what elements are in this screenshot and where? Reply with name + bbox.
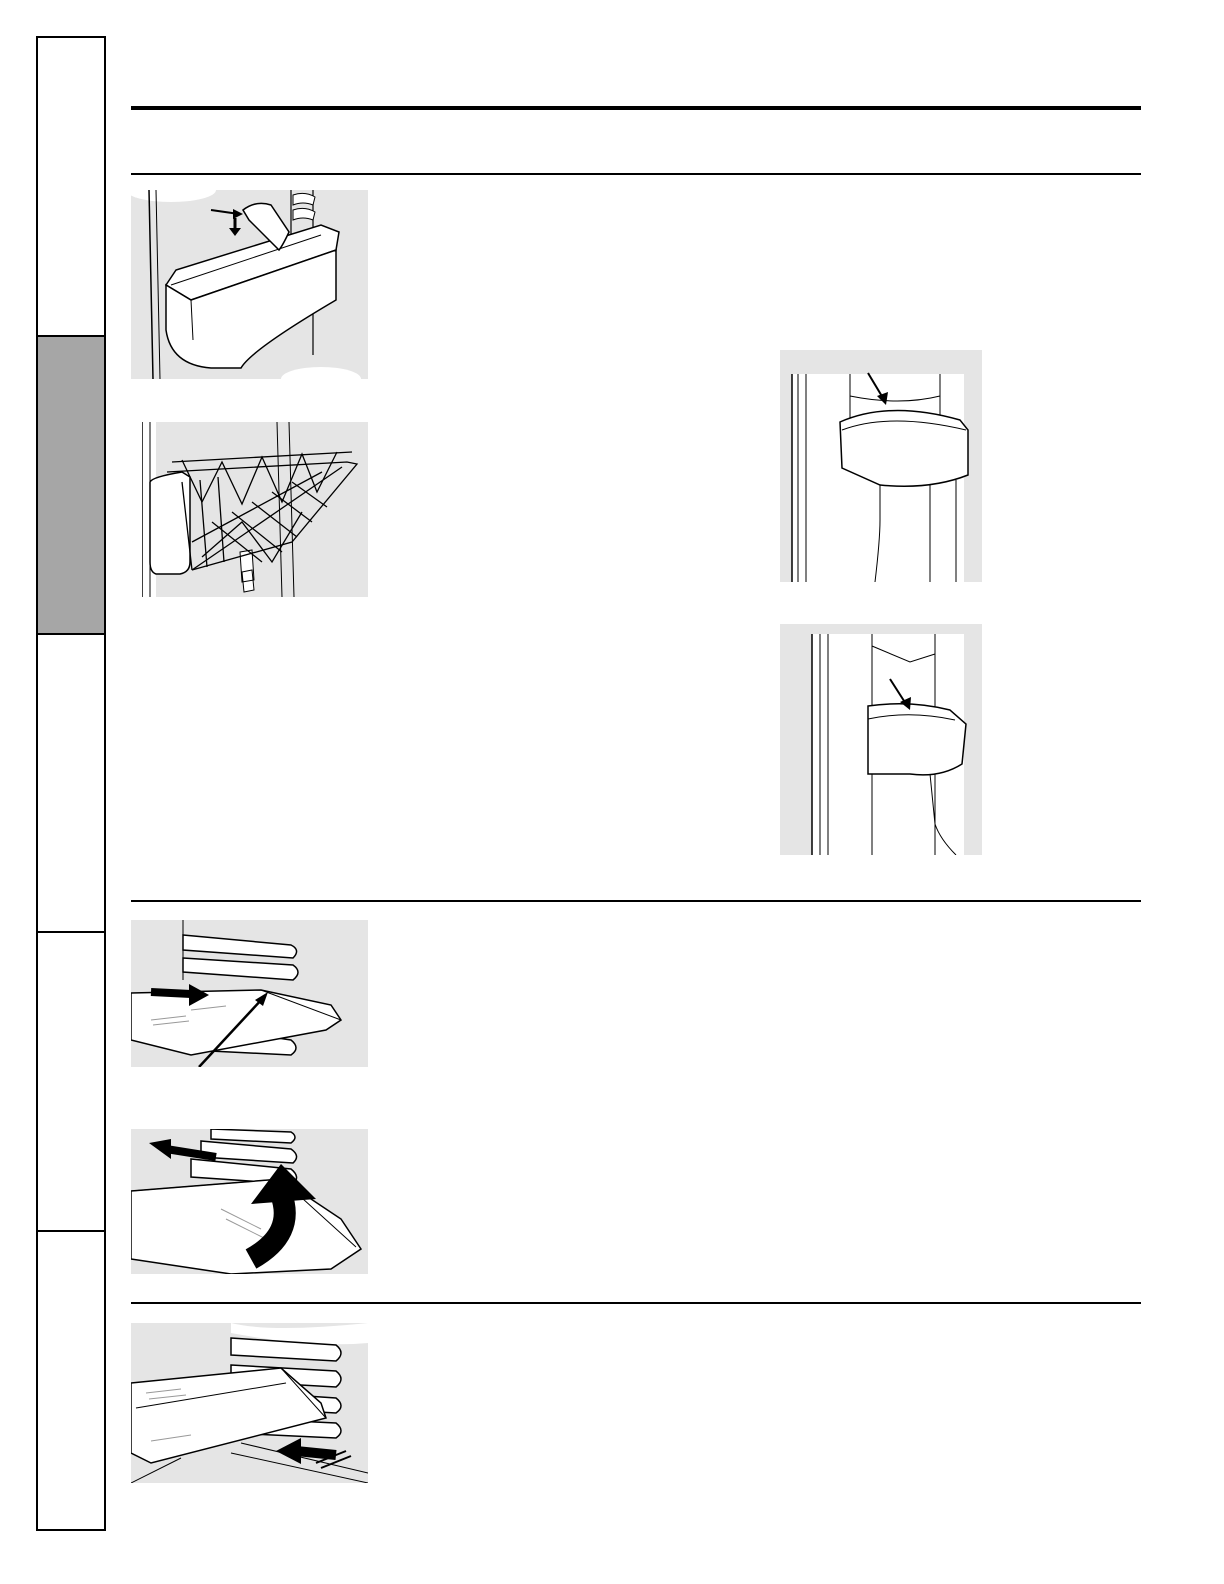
- bin-lift-icon: [780, 350, 982, 582]
- side-tab-3[interactable]: [38, 635, 104, 931]
- shelf-slide-in-figure: [131, 1323, 368, 1483]
- door-bin-lift-figure: [780, 350, 982, 582]
- door-bin-seated-figure: [780, 624, 982, 855]
- side-tab-bar: [36, 36, 106, 1531]
- wire-rack-icon: [142, 422, 368, 597]
- side-tab-4[interactable]: [38, 933, 104, 1229]
- bin-seated-icon: [780, 624, 982, 855]
- shelf-slide-icon: [131, 920, 368, 1067]
- section-rule: [131, 173, 1141, 175]
- shelf-insert-icon: [131, 1323, 368, 1483]
- section-rule: [131, 900, 1141, 902]
- header-rule: [131, 106, 1141, 110]
- side-tab-1[interactable]: [38, 38, 104, 335]
- shelf-tilt-icon: [131, 1129, 368, 1274]
- wire-bottle-rack-figure: [142, 422, 368, 597]
- shelf-pull-out-figure: [131, 920, 368, 1067]
- shelf-tilt-remove-figure: [131, 1129, 368, 1274]
- side-tab-2-active[interactable]: [38, 337, 104, 633]
- section-rule: [131, 1302, 1141, 1304]
- door-bin-divider-figure: [131, 190, 368, 379]
- side-tab-5[interactable]: [38, 1232, 104, 1529]
- door-bin-icon: [131, 190, 368, 379]
